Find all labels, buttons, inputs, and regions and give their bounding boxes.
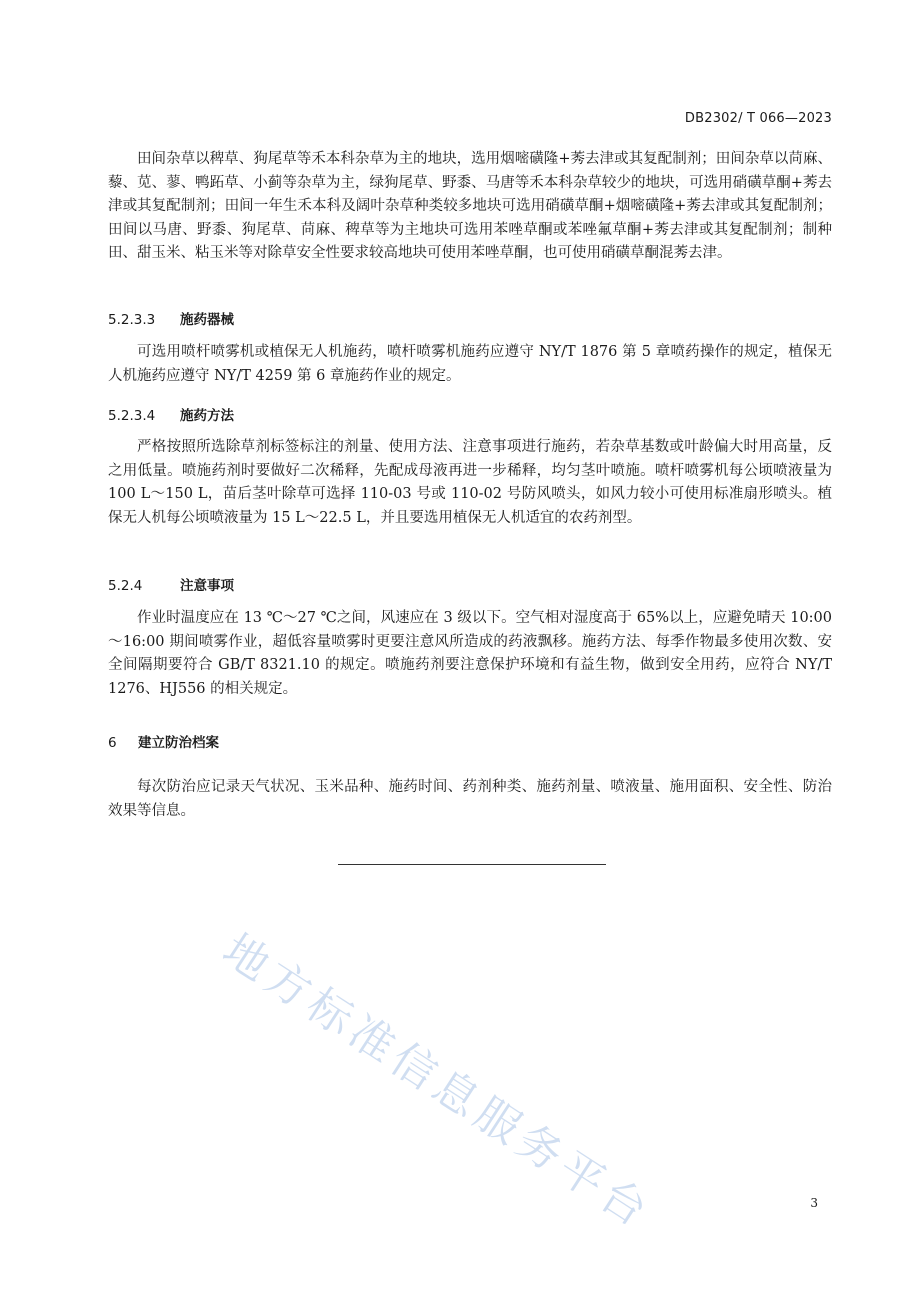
- heading-number: 5.2.3.4: [108, 408, 156, 424]
- watermark: 地方标准信息服务平台: [213, 924, 661, 1240]
- heading-number: 5.2.3.3: [108, 312, 156, 328]
- document-code: DB2302/ T 066—2023: [684, 111, 832, 126]
- paragraph-records: 每次防治应记录天气状况、玉米品种、施药时间、药剂种类、施药剂量、喷液量、施用面积、安全性、防治效果等信息。: [108, 779, 832, 819]
- heading-title: 建立防治档案: [138, 735, 219, 751]
- heading-title: 施药方法: [180, 408, 234, 424]
- paragraph-equipment: 可选用喷杆喷雾机或植保无人机施药，喷杆喷雾机施药应遵守 NY/T 1876 第 5 章喷药操作的规定，植保无人机施药应遵守 NY/T 4259 第 6 章施药作业的规定。: [108, 344, 832, 384]
- paragraph-precautions: 作业时温度应在 13 ℃～27 ℃之间，风速应在 3 级以下。空气相对湿度高于 65%以上，应避免晴天 10:00～16:00 期间喷雾作业，超低容量喷雾时更要注意风所造成的药液飘移。施药方法、每季作物最多使用次数、安全间隔期要符合 GB/T 8321.10 的规定。喷施药剂要注意保护环境和有益生物，做到安全用药，应符合 NY/T 1276、HJ556 的相关规定。: [108, 610, 832, 697]
- paragraph-herbicide-selection: 田间杂草以稗草、狗尾草等禾本科杂草为主的地块，选用烟嘧磺隆+莠去津或其复配制剂；田间杂草以苘麻、藜、苋、蓼、鸭跖草、小蓟等杂草为主，绿狗尾草、野黍、马唐等禾本科杂草较少的地块，可选用硝磺草酮+莠去津或其复配制剂；田间一年生禾本科及阔叶杂草种类较多地块可选用硝磺草酮+烟嘧磺隆+莠去津或其复配制剂；田间以马唐、野黍、狗尾草、苘麻、稗草等为主地块可选用苯唑草酮或苯唑氟草酮+莠去津或其复配制剂；制种田、甜玉米、粘玉米等对除草安全性要求较高地块可使用苯唑草酮，也可使用硝磺草酮混莠去津。: [108, 151, 832, 261]
- paragraph-application-method: 严格按照所选除草剂标签标注的剂量、使用方法、注意事项进行施药，若杂草基数或叶龄偏大时用高量，反之用低量。喷施药剂时要做好二次稀释，先配成母液再进一步稀释，均匀茎叶喷施。喷杆喷雾机每公顷喷液量为 100 L～150 L，苗后茎叶除草可选择 110-03 号或 110-02 号防风喷头，如风力较小可使用标准扇形喷头。植保无人机每公顷喷液量为 15 L～22.5 L，并且要选用植保无人机适宜的农药剂型。: [108, 439, 832, 526]
- heading-6: [108, 731, 219, 751]
- heading-number: 5.2.4: [108, 578, 143, 594]
- heading-title: 注意事项: [180, 578, 234, 594]
- heading-title: 施药器械: [180, 312, 234, 328]
- heading-5-2-3-4: [108, 404, 234, 424]
- page-number: 3: [810, 1196, 818, 1210]
- heading-5-2-4: [108, 574, 234, 594]
- heading-5-2-3-3: [108, 308, 234, 328]
- heading-number: 6: [108, 735, 117, 751]
- end-rule: [338, 864, 606, 865]
